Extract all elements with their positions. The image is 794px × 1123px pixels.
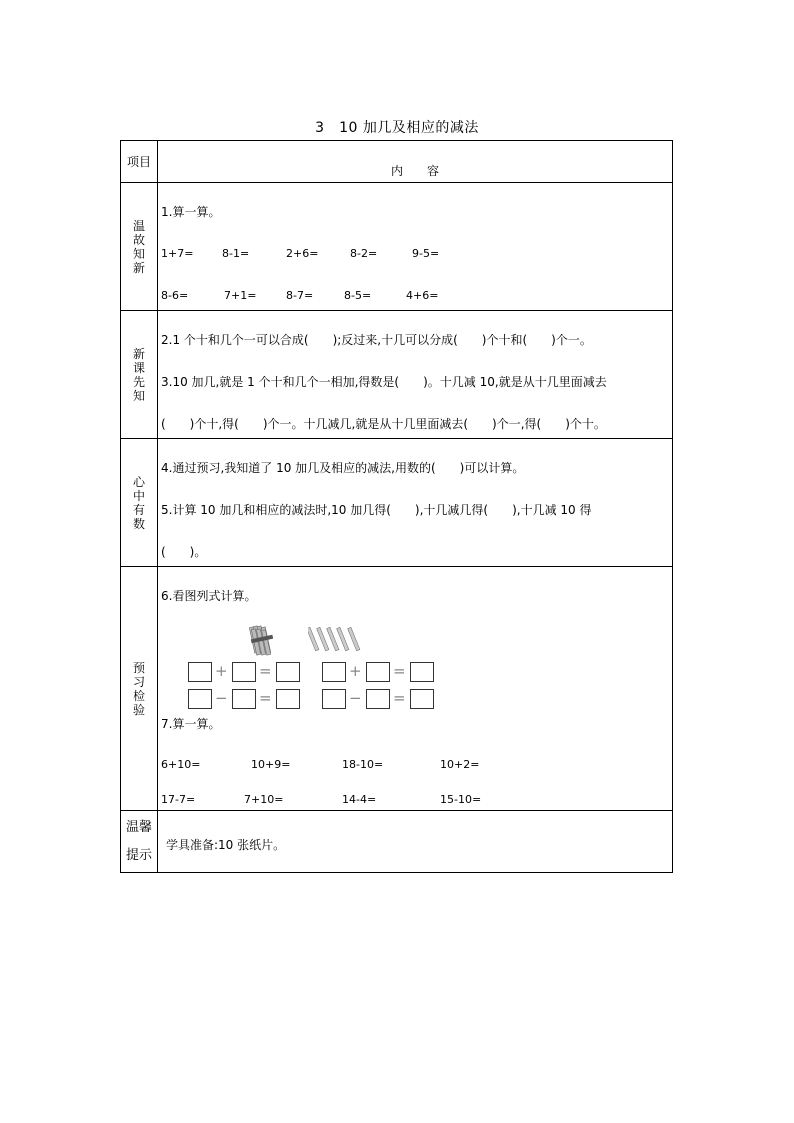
answer-box[interactable] [188,689,212,709]
new-lesson-label [121,311,158,439]
exercise: 1+7= [161,247,194,260]
label-char: 新 [132,346,145,361]
header-content [158,141,673,183]
check-label [121,567,158,811]
answer-box[interactable] [410,689,434,709]
tip-content [158,811,673,873]
single-sticks-icon [308,625,364,653]
exercise: 14-4= [342,793,377,806]
equals-sign: = [259,689,272,707]
question-5-line2: ( )。 [161,545,207,559]
exercise: 8-5= [344,289,372,302]
review-label [121,183,158,311]
new-lesson-content [158,311,673,439]
answer-box[interactable] [366,662,390,682]
exercise: 18-10= [342,758,384,771]
review-content [158,183,673,311]
answer-box[interactable] [366,689,390,709]
label-char: 知 [132,246,145,261]
exercise: 8-1= [222,247,250,260]
exercise: 17-7= [161,793,196,806]
page-title: 3 10 加几及相应的减法 [315,120,479,136]
header-content-label: 内 容 [390,164,439,178]
exercise: 7+1= [224,289,257,302]
exercise: 8-7= [286,289,314,302]
label-char: 温 [132,218,145,233]
answer-box[interactable] [232,662,256,682]
exercise: 10+9= [251,758,291,771]
question-5-line1: 5.计算 10 加几和相应的减法时,10 加几得( ),十几减几得( ),十几减 10 得 [161,503,592,517]
label-char: 验 [132,702,145,717]
exercise: 15-10= [440,793,482,806]
worksheet-table [120,140,673,873]
check-row [121,567,673,811]
label-char: 知 [132,388,145,403]
label-char: 新 [132,260,145,275]
check-content [158,567,673,811]
tip-text: 学具准备:10 张纸片。 [166,838,286,852]
tip-row [121,811,673,873]
question-7: 7.算一算。 [161,717,221,731]
label-char: 故 [132,232,145,247]
tip-label [121,811,158,873]
review-row [121,183,673,311]
label-char: 心 [132,474,145,489]
label-char: 预 [132,660,145,675]
mind-row [121,439,673,567]
label-char: 数 [132,516,145,531]
review-heading: 1.算一算。 [161,205,221,219]
answer-box[interactable] [276,662,300,682]
question-3-line2: ( )个十,得( )个一。十几减几,就是从十几里面减去( )个一,得( )个十。 [161,417,606,431]
question-4: 4.通过预习,我知道了 10 加几及相应的减法,用数的( )可以计算。 [161,461,525,475]
mind-content [158,439,673,567]
answer-box[interactable] [188,662,212,682]
question-3-line1: 3.10 加几,就是 1 个十和几个一相加,得数是( )。十几减 10,就是从十几里面减去 [161,375,607,389]
label-char: 温馨 [125,819,152,835]
question-6: 6.看图列式计算。 [161,589,257,603]
mind-label [121,439,158,567]
minus-sign: − [215,689,228,707]
label-char: 课 [132,360,145,375]
header-row [121,141,673,183]
label-char: 检 [132,688,145,703]
exercise: 7+10= [244,793,284,806]
question-2: 2.1 个十和几个一可以合成( );反过来,十几可以分成( )个十和( )个一。 [161,333,592,347]
equals-sign: = [393,662,406,680]
plus-sign: + [215,662,228,680]
minus-sign: − [349,689,362,707]
label-char: 提示 [125,847,152,863]
answer-box[interactable] [410,662,434,682]
label-char: 有 [132,502,145,517]
exercise: 10+2= [440,758,480,771]
exercise: 9-5= [412,247,440,260]
exercise: 6+10= [161,758,201,771]
new-lesson-row [121,311,673,439]
label-char: 先 [132,374,145,389]
exercise: 8-6= [161,289,189,302]
answer-box[interactable] [322,662,346,682]
equals-sign: = [393,689,406,707]
stick-bundle-icon [248,623,278,657]
header-item: 项目 [121,141,158,183]
label-char: 中 [132,488,145,503]
answer-box[interactable] [276,689,300,709]
equals-sign: = [259,662,272,680]
answer-box[interactable] [232,689,256,709]
exercise: 4+6= [406,289,439,302]
exercise: 2+6= [286,247,319,260]
exercise: 8-2= [350,247,378,260]
plus-sign: + [349,662,362,680]
answer-box[interactable] [322,689,346,709]
label-char: 习 [132,674,145,689]
